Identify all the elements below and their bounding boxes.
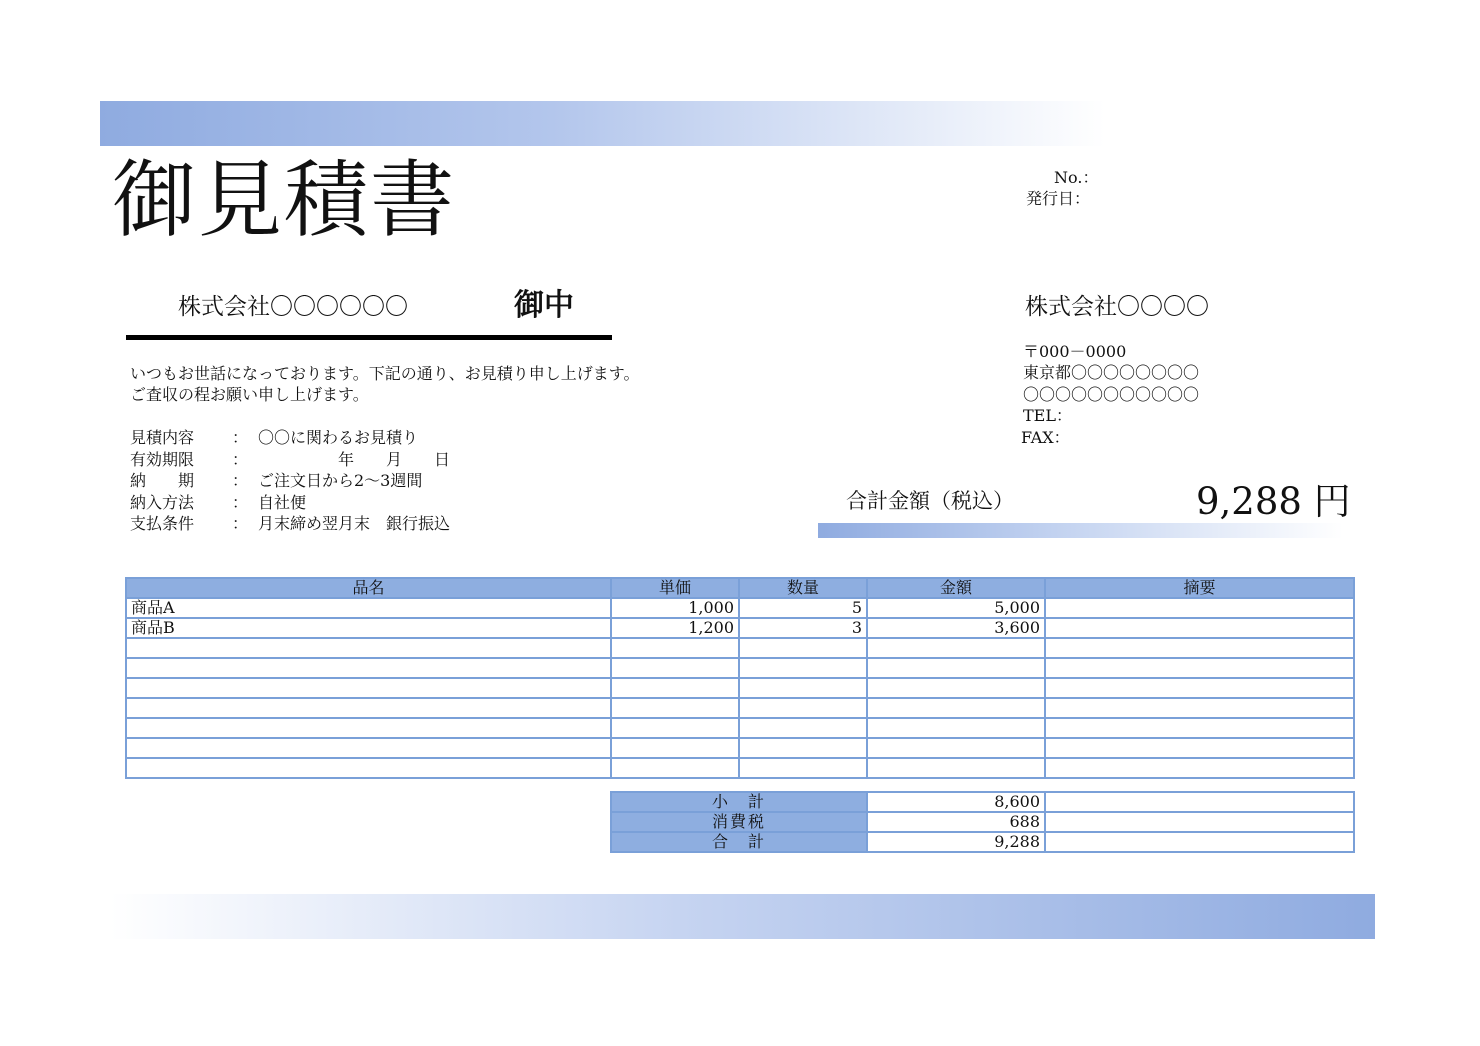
cell-item-name [126, 678, 611, 698]
estimate-number-label: No.： [1054, 168, 1099, 187]
table-row [126, 638, 1354, 658]
cell-remarks [1045, 738, 1354, 758]
cell-unit-price: 1,200 [611, 618, 739, 638]
client-name: 株式会社〇〇〇〇〇〇 [178, 294, 408, 320]
condition-colon: ： [232, 450, 249, 469]
condition-label: 支払条件 [130, 514, 195, 533]
cell-unit-price [611, 638, 739, 658]
cell-remarks [1045, 758, 1354, 778]
sender-postal: 〒000－0000 [1023, 342, 1127, 361]
cell-item-name [126, 658, 611, 678]
table-row [126, 758, 1354, 778]
condition-value: ご注文日から2～3週間 [258, 471, 423, 490]
grand-total-label: 合 計 [611, 832, 867, 852]
document-title: 御見積書 [112, 151, 457, 249]
condition-colon: ： [232, 471, 249, 490]
cell-quantity [739, 658, 867, 678]
condition-colon: ： [232, 428, 249, 447]
cell-unit-price: 1,000 [611, 598, 739, 618]
sender-address-2: 〇〇〇〇〇〇〇〇〇〇〇 [1023, 385, 1200, 404]
summary-table [610, 791, 1355, 853]
subtotal-label: 小 計 [611, 792, 867, 812]
cell-item-name [126, 698, 611, 718]
cell-quantity [739, 698, 867, 718]
cell-remarks [1045, 698, 1354, 718]
cell-unit-price [611, 678, 739, 698]
cell-remarks [1045, 618, 1354, 638]
table-row [126, 738, 1354, 758]
table-row [126, 598, 1354, 618]
cell-unit-price [611, 718, 739, 738]
sender-address-1: 東京都〇〇〇〇〇〇〇〇 [1023, 363, 1200, 382]
intro-line-2: ご査収の程お願い申し上げます。 [130, 385, 369, 404]
cell-remarks [1045, 598, 1354, 618]
top-gradient-band [100, 101, 1105, 146]
cell-amount [867, 718, 1045, 738]
header-item-name: 品名 [126, 578, 611, 598]
cell-item-name [126, 638, 611, 658]
cell-unit-price [611, 658, 739, 678]
items-header-row [126, 578, 1354, 598]
summary-remarks-cell [1045, 792, 1354, 812]
cell-remarks [1045, 638, 1354, 658]
grand-total-value: 9,288 [867, 832, 1045, 852]
cell-quantity [739, 718, 867, 738]
cell-item-name [126, 738, 611, 758]
items-table [125, 577, 1355, 779]
intro-line-1: いつもお世話になっております。下記の通り、お見積り申し上げます。 [130, 364, 640, 383]
condition-colon: ： [232, 493, 249, 512]
cell-unit-price [611, 698, 739, 718]
cell-quantity [739, 758, 867, 778]
cell-remarks [1045, 658, 1354, 678]
header-amount: 金額 [867, 578, 1045, 598]
table-row [126, 618, 1354, 638]
cell-amount: 5,000 [867, 598, 1045, 618]
cell-item-name: 商品A [126, 598, 611, 618]
cell-item-name [126, 718, 611, 738]
bottom-gradient-band [110, 894, 1375, 939]
cell-amount [867, 678, 1045, 698]
tax-label: 消費税 [611, 812, 867, 832]
summary-row-subtotal [611, 792, 1354, 812]
summary-remarks-cell [1045, 832, 1354, 852]
header-unit-price: 単価 [611, 578, 739, 598]
total-amount-label: 合計金額（税込） [846, 489, 1014, 513]
summary-row-tax [611, 812, 1354, 832]
header-quantity: 数量 [739, 578, 867, 598]
tax-value: 688 [867, 812, 1045, 832]
cell-item-name [126, 758, 611, 778]
cell-amount [867, 698, 1045, 718]
cell-quantity [739, 638, 867, 658]
client-honorific: 御中 [514, 288, 574, 323]
table-row [126, 678, 1354, 698]
condition-value: 年 月 日 [258, 450, 451, 469]
cell-remarks [1045, 718, 1354, 738]
cell-unit-price [611, 738, 739, 758]
subtotal-value: 8,600 [867, 792, 1045, 812]
condition-value: 自社便 [258, 493, 307, 512]
sender-name: 株式会社〇〇〇〇 [1025, 294, 1209, 320]
table-row [126, 698, 1354, 718]
client-underline [126, 335, 612, 340]
cell-quantity [739, 738, 867, 758]
summary-row-total [611, 832, 1354, 852]
condition-value: 〇〇に関わるお見積り [258, 428, 419, 447]
cell-amount [867, 658, 1045, 678]
total-amount-value: 9,288 円 [1196, 480, 1351, 523]
summary-remarks-cell [1045, 812, 1354, 832]
total-gradient-bar [818, 523, 1343, 538]
condition-label: 見積内容 [130, 428, 195, 447]
cell-item-name: 商品B [126, 618, 611, 638]
condition-colon: ： [232, 514, 249, 533]
cell-unit-price [611, 758, 739, 778]
issue-date-label: 発行日： [1026, 189, 1091, 208]
condition-label: 納 期 [130, 471, 195, 490]
table-row [126, 718, 1354, 738]
condition-label: 有効期限 [130, 450, 195, 469]
cell-quantity [739, 678, 867, 698]
cell-amount [867, 758, 1045, 778]
cell-quantity: 3 [739, 618, 867, 638]
cell-amount [867, 738, 1045, 758]
cell-quantity: 5 [739, 598, 867, 618]
cell-amount: 3,600 [867, 618, 1045, 638]
condition-label: 納入方法 [130, 493, 195, 512]
sender-fax: FAX： [1021, 428, 1070, 447]
cell-remarks [1045, 678, 1354, 698]
table-row [126, 658, 1354, 678]
sender-tel: TEL： [1023, 406, 1072, 425]
header-remarks: 摘要 [1045, 578, 1354, 598]
cell-amount [867, 638, 1045, 658]
condition-value: 月末締め翌月末 銀行振込 [258, 514, 451, 533]
